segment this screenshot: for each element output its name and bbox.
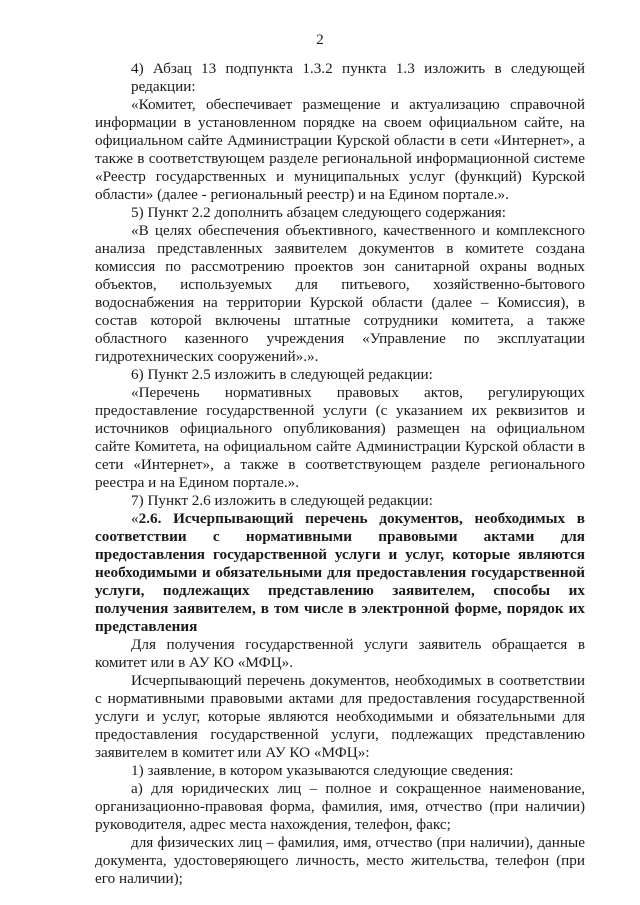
list-item-individuals: для физических лиц – фамилия, имя, отчество (при наличии), данные документа, удостоверяющего личность, место жительства, телефон (при его наличии); (95, 834, 585, 887)
document-body (95, 60, 585, 888)
paragraph-documents-list: Исчерпывающий перечень документов, необходимых в соответствии с нормативными правовыми актами для предоставления государственной услуги и услуг, которые являются необходимыми и обязательными для предоставления государственной услуги, подлежащих представлению заявителем в комитет или АУ КО «МФЦ»: (95, 672, 585, 761)
paragraph-committee-info: «Комитет, обеспечивает размещение и актуализацию справочной информации в установленном порядке на своем официальном сайте, на официальном сайте Администрации Курской области в сети «Интернет», а также в соответствующем разделе региональной информационной системе «Реестр государственных и муниципальных услуг (функций) Курской области» (далее - региональный реестр) и на Едином портале.». (95, 96, 585, 203)
section-heading-text: 2.6. Исчерпывающий перечень документов, необходимых в соответствии с нормативными правовыми актами для предоставления государственной услуги и услуг, которые являются необходимыми и обязательными для предоставления государственной услуги, подлежащих представлению заявителем, способы их получения заявителем, в том числе в электронной форме, порядок их представления (95, 510, 585, 635)
section-heading-2-6 (95, 510, 585, 636)
paragraph-amendment-7: 7) Пункт 2.6 изложить в следующей редакции: (131, 492, 433, 509)
paragraph-applicant-contact: Для получения государственной услуги заявитель обращается в комитет или в АУ КО «МФЦ». (95, 636, 585, 671)
paragraph-amendment-6: 6) Пункт 2.5 изложить в следующей редакции: (131, 366, 433, 383)
paragraph-commission: «В целях обеспечения объективного, качественного и комплексного анализа представленных заявителем документов в комитете создана комиссия по рассмотрению проектов зон санитарной охраны водных объектов, используемых для питьевого, хозяйственно-бытового водоснабжения на территории Курской области (далее – Комиссия), в состав которой включены штатные сотрудники комитета, а также областного казенного учреждения «Управление по эксплуатации гидротехнических сооружений».». (95, 222, 585, 365)
list-item-1: 1) заявление, в котором указываются следующие сведения: (131, 762, 514, 779)
paragraph-amendment-4: 4) Абзац 13 подпункта 1.3.2 пункта 1.3 изложить в следующей редакции: (131, 60, 585, 95)
list-item-a: а) для юридических лиц – полное и сокращенное наименование, организационно-правовая форма, фамилия, имя, отчество (при наличии) руководителя, адрес места нахождения, телефон, факс; (95, 780, 585, 833)
page-number: 2 (316, 32, 324, 48)
opening-quote: « (131, 510, 139, 527)
paragraph-legal-acts: «Перечень нормативных правовых актов, регулирующих предоставление государственной услуги (с указанием их реквизитов и источников официального опубликования) размещен на официальном сайте Комитета, на официальном сайте Администрации Курской области в сети «Интернет», а также в соответствующем разделе регионального реестра и на Едином портале.». (95, 384, 585, 491)
paragraph-amendment-5: 5) Пункт 2.2 дополнить абзацем следующего содержания: (131, 204, 506, 221)
